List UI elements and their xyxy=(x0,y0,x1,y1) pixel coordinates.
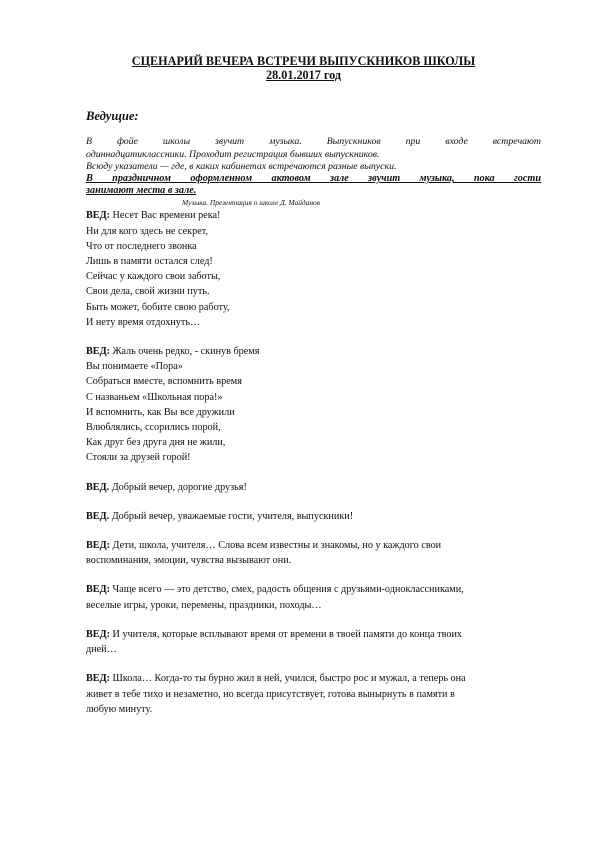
hosts-heading: Ведущие: xyxy=(86,109,139,124)
dialogue-first-line xyxy=(86,509,546,524)
dialogue-line: веселые игры, уроки, перемены, праздники, походы… xyxy=(86,599,322,611)
dialogue-line: живет в тебе тихо и незаметно, но всегда присутствует, готова вынырнуть в памяти в xyxy=(86,688,455,700)
speaker-label: ВЕД. xyxy=(86,510,110,522)
dialogue-line: Ни для кого здесь не секрет, xyxy=(86,225,208,237)
dialogue-line: Стояли за друзей горой! xyxy=(86,452,191,464)
dialogue-line: Влюблялись, ссорились порой, xyxy=(86,422,221,434)
dialogue-line: Вы понимаете «Пора» xyxy=(86,361,183,373)
speaker-label: ВЕД: xyxy=(86,628,110,640)
music-note: Музыка. Презентация о школе Д. Майданов xyxy=(182,198,320,208)
dialogue-block xyxy=(86,671,541,717)
speaker-label: ВЕД: xyxy=(86,210,110,222)
speaker-label: ВЕД: xyxy=(86,673,110,685)
dialogue-first-line xyxy=(86,627,546,642)
dialogue-text: Дети, школа, учителя… Слова всем известны и знакомы, но у каждого свои xyxy=(110,540,442,552)
dialogue-line: Собраться вместе, вспомнить время xyxy=(86,376,242,388)
dialogue-line: дней… xyxy=(86,644,117,656)
dialogue-text: Добрый вечер, уважаемые гости, учителя, выпускники! xyxy=(109,510,354,522)
dialogue-line: воспоминания, эмоции, чувства вызывают они. xyxy=(86,555,292,567)
dialogue xyxy=(86,208,541,716)
dialogue-line: И нету время отдохнуть… xyxy=(86,316,201,328)
dialogue-line: Лишь в памяти остался след! xyxy=(86,256,213,268)
speaker-label: ВЕД. xyxy=(86,481,110,493)
speaker-label: ВЕД: xyxy=(86,346,110,358)
dialogue-line: Быть может, бобите свою работу, xyxy=(86,301,230,313)
dialogue-text: И учителя, которые всплывают время от времени в твоей памяти до конца твоих xyxy=(110,628,462,640)
document-title xyxy=(66,54,541,82)
dialogue-block xyxy=(86,509,541,524)
dialogue-line: Свои дела, свой жизни путь. xyxy=(86,286,210,298)
dialogue-first-line xyxy=(86,671,546,686)
dialogue-line: С названьем «Школьная пора!» xyxy=(86,391,223,403)
dialogue-line: Сейчас у каждого свои заботы, xyxy=(86,271,221,283)
dialogue-line: Как друг без друга дня не жили, xyxy=(86,437,226,449)
title-line-1: СЦЕНАРИЙ ВЕЧЕРА ВСТРЕЧИ ВЫПУСКНИКОВ ШКОЛЫ xyxy=(131,54,476,68)
dialogue-text: Жаль очень редко, - скинув бремя xyxy=(110,346,260,358)
dialogue-block xyxy=(86,480,541,495)
dialogue-block xyxy=(86,538,541,568)
intro-line: В фойе школы звучит музыка. Выпускников при входе встречают xyxy=(86,136,541,148)
dialogue-first-line xyxy=(86,582,546,597)
dialogue-text: Школа… Когда-то ты бурно жил в ней, учился, быстро рос и мужал, а теперь она xyxy=(110,673,466,685)
dialogue-first-line xyxy=(86,344,546,359)
intro-line-underlined: В праздничном оформленном актовом зале звучит музыка, пока гости xyxy=(86,173,541,185)
dialogue-block xyxy=(86,582,541,612)
speaker-label: ВЕД: xyxy=(86,584,110,596)
intro-line: одиннадцатиклассники. Проходит регистрация бывших выпускников. xyxy=(86,148,380,160)
dialogue-line: любую минуту. xyxy=(86,703,153,715)
dialogue-block xyxy=(86,344,541,466)
dialogue-block xyxy=(86,627,541,657)
intro-line: Всюду указатели — где, в каких кабинетах встречаются разные выпуски. xyxy=(86,160,397,172)
dialogue-line: Что от последнего звонка xyxy=(86,240,197,252)
title-date: 28.01.2017 год xyxy=(265,68,342,83)
dialogue-first-line xyxy=(86,480,546,495)
dialogue-line: И вспомнить, как Вы все дружили xyxy=(86,406,235,418)
dialogue-text: Добрый вечер, дорогие друзья! xyxy=(109,481,247,493)
dialogue-first-line xyxy=(86,538,546,553)
intro-line-underlined: занимают места в зале. xyxy=(86,185,197,197)
dialogue-text: Чаще всего — это детство, смех, радость общения с друзьями-одноклассниками, xyxy=(110,584,464,596)
dialogue-first-line xyxy=(86,208,546,223)
speaker-label: ВЕД: xyxy=(86,540,110,552)
dialogue-block xyxy=(86,208,541,330)
dialogue-text: Несет Вас времени река! xyxy=(110,210,221,222)
intro-stage-directions xyxy=(86,136,541,208)
